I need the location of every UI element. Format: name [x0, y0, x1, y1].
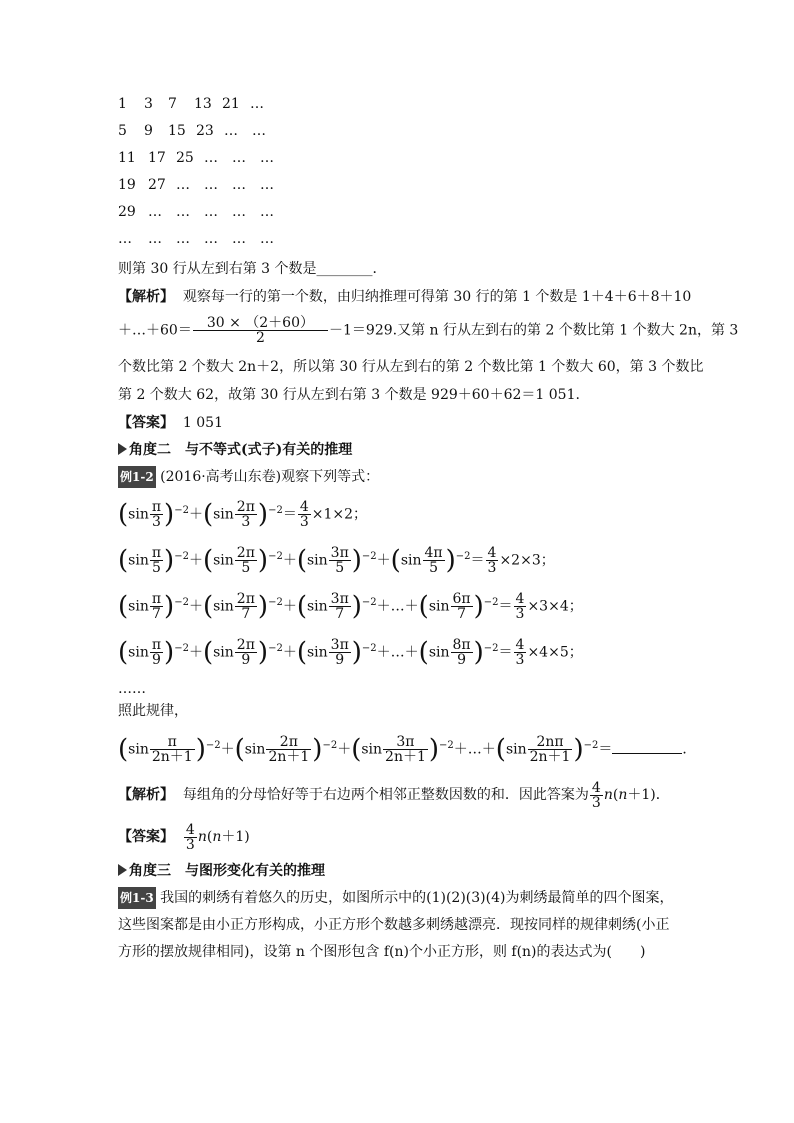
grid-cell: 29: [118, 204, 136, 220]
follow-rule-text: 照此规律，: [118, 703, 188, 719]
answer-value: 1 051: [182, 415, 223, 431]
equation-tail: ×2×3；: [499, 552, 555, 569]
example-1-3-line3: 方形的摆放规律相同)，设第 n 个图形包含 f(n)个小正方形，则 f(n)的表达式为( ): [118, 944, 646, 960]
grid-cell: …: [204, 231, 218, 247]
grid-cell: …: [252, 123, 266, 139]
grid-cell: …: [118, 231, 132, 247]
solution-text: ＋…＋60＝: [118, 322, 192, 339]
grid-cell: 9: [144, 123, 153, 139]
grid-cell: 11: [118, 150, 136, 166]
equation-1: (sin $\frac{\pi}{3}$ )$^{-2}$＋(sin $\frac{2\pi}{3}$ )$^{-2}$＝ $\frac{4}{3}$ ×1×2；: [118, 499, 368, 531]
fraction-numerator: 30 × （2＋60）: [193, 316, 328, 331]
grid-cell: …: [204, 204, 218, 220]
grid-cell: …: [224, 123, 238, 139]
grid-cell: …: [260, 150, 274, 166]
grid-cell: 27: [148, 177, 166, 193]
solution-1-line3: 个数比第 2 个数大 2n＋2，所以第 30 行从左到右的第 2 个数比第 1 个数大 60，第 3 个数比: [118, 359, 704, 375]
example-tag: 例1-2: [118, 466, 156, 488]
grid-cell: …: [260, 177, 274, 193]
solution-label: 【解析】: [118, 787, 174, 803]
answer-label: 【答案】: [118, 415, 174, 431]
play-triangle-icon: [118, 443, 127, 455]
angle-3-heading: [118, 860, 325, 882]
grid-cell: …: [260, 204, 274, 220]
grid-cell: 17: [148, 150, 166, 166]
solution-1-line4: 第 2 个数大 62，故第 30 行从左到右第 3 个数是 929＋60＋62＝1 051.: [118, 387, 580, 403]
answer-1: [118, 412, 223, 434]
example-1-2: [118, 466, 379, 488]
example-1-3-line1: [118, 887, 673, 909]
example-1-3-line2: 这些图案都是由小正方形构成，小正方形个数越多刺绣越漂亮．现按同样的规律刺绣(小正: [118, 917, 670, 933]
grid-cell: …: [176, 177, 190, 193]
equation-2: (sin $\frac{\pi}{5}$ )$^{-2}$＋(sin $\frac{2\pi}{5}$ )$^{-2}$＋(sin $\frac{3\pi}{5}$ )$^{-2}$＋(sin $\frac{4\pi}{5}$ )$^{-2}$＝ $\frac{4}{3}$ ×2×3；: [118, 545, 555, 577]
solution-1-line2: [118, 316, 738, 345]
fraction-denominator: 2: [255, 330, 265, 346]
grid-cell: …: [232, 204, 246, 220]
grid-cell: …: [148, 204, 162, 220]
answer-label: 【答案】: [118, 829, 174, 845]
grid-cell: …: [232, 231, 246, 247]
heading-text: 角度二 与不等式(式子)有关的推理: [129, 442, 353, 458]
example-text: (2016·高考山东卷)观察下列等式：: [160, 469, 380, 485]
heading-text: 角度三 与图形变化有关的推理: [129, 863, 325, 879]
grid-cell: 1: [118, 96, 127, 112]
grid-cell: 15: [168, 123, 186, 139]
grid-cell: …: [176, 204, 190, 220]
play-triangle-icon: [118, 864, 127, 876]
answer-2: 【答案】 $\frac{4}{3}$ n(n＋1): [118, 821, 250, 853]
example-tag: 例1-3: [118, 887, 156, 909]
question-1: 则第 30 行从左到右第 3 个数是________．: [118, 261, 387, 277]
grid-cell: 5: [118, 123, 127, 139]
grid-cell: …: [148, 231, 162, 247]
equation-general: (sin $\frac{\pi}{2n+1}$ )$^{-2}$＋(sin $\frac{2\pi}{2n+1}$ )$^{-2}$＋(sin $\frac{3\pi}{2n+1}$ )$^{-2}$＋…＋(sin $\frac{2n\pi}{2n+1}$ )$^{-2}$＝ ．: [118, 734, 697, 766]
grid-cell: …: [204, 177, 218, 193]
solution-2: 【解析】 每组角的分母恰好等于右边两个相邻正整数因数的和．因此答案为 $\frac{4}{3}$ n(n＋1)．: [118, 779, 670, 811]
grid-cell: 7: [168, 96, 177, 112]
ellipsis: ……: [118, 681, 146, 697]
angle-2-heading: [118, 439, 352, 461]
grid-cell: 23: [196, 123, 214, 139]
grid-cell: 13: [194, 96, 212, 112]
grid-cell: …: [232, 177, 246, 193]
grid-cell: 19: [118, 177, 136, 193]
equation-tail: ×3×4；: [527, 598, 583, 615]
fraction: [193, 316, 328, 345]
equation-4: (sin $\frac{\pi}{9}$ )$^{-2}$＋(sin $\frac{2\pi}{9}$ )$^{-2}$＋(sin $\frac{3\pi}{9}$ )$^{-2}$＋…＋(sin $\frac{8\pi}{9}$ )$^{-2}$＝ $\frac{4}{3}$ ×4×5；: [118, 637, 583, 669]
grid-cell: …: [260, 231, 274, 247]
grid-cell: …: [250, 96, 264, 112]
grid-cell: 21: [222, 96, 240, 112]
solution-label: 【解析】: [118, 289, 174, 305]
solution-1-line1: [118, 286, 691, 308]
solution-text: －1＝929.又第 n 行从左到右的第 2 个数比第 1 个数大 2n，第 3: [329, 322, 739, 339]
grid-cell: …: [176, 231, 190, 247]
grid-cell: 3: [144, 96, 153, 112]
solution-text: 每组角的分母恰好等于右边两个相邻正整数因数的和．因此答案为: [182, 787, 589, 803]
answer-blank: [612, 753, 682, 754]
example-text: 我国的刺绣有着悠久的历史，如图所示中的(1)(2)(3)(4)为刺绣最简单的四个图案，: [160, 890, 674, 906]
equation-tail: ×4×5；: [527, 644, 583, 661]
grid-cell: …: [204, 150, 218, 166]
grid-cell: 25: [176, 150, 194, 166]
equation-3: (sin $\frac{\pi}{7}$ )$^{-2}$＋(sin $\frac{2\pi}{7}$ )$^{-2}$＋(sin $\frac{3\pi}{7}$ )$^{-2}$＋…＋(sin $\frac{6\pi}{7}$ )$^{-2}$＝ $\frac{4}{3}$ ×3×4；: [118, 591, 583, 623]
grid-cell: …: [232, 150, 246, 166]
solution-text: 观察每一行的第一个数，由归纳推理可得第 30 行的第 1 个数是 1＋4＋6＋8＋10: [182, 289, 692, 305]
